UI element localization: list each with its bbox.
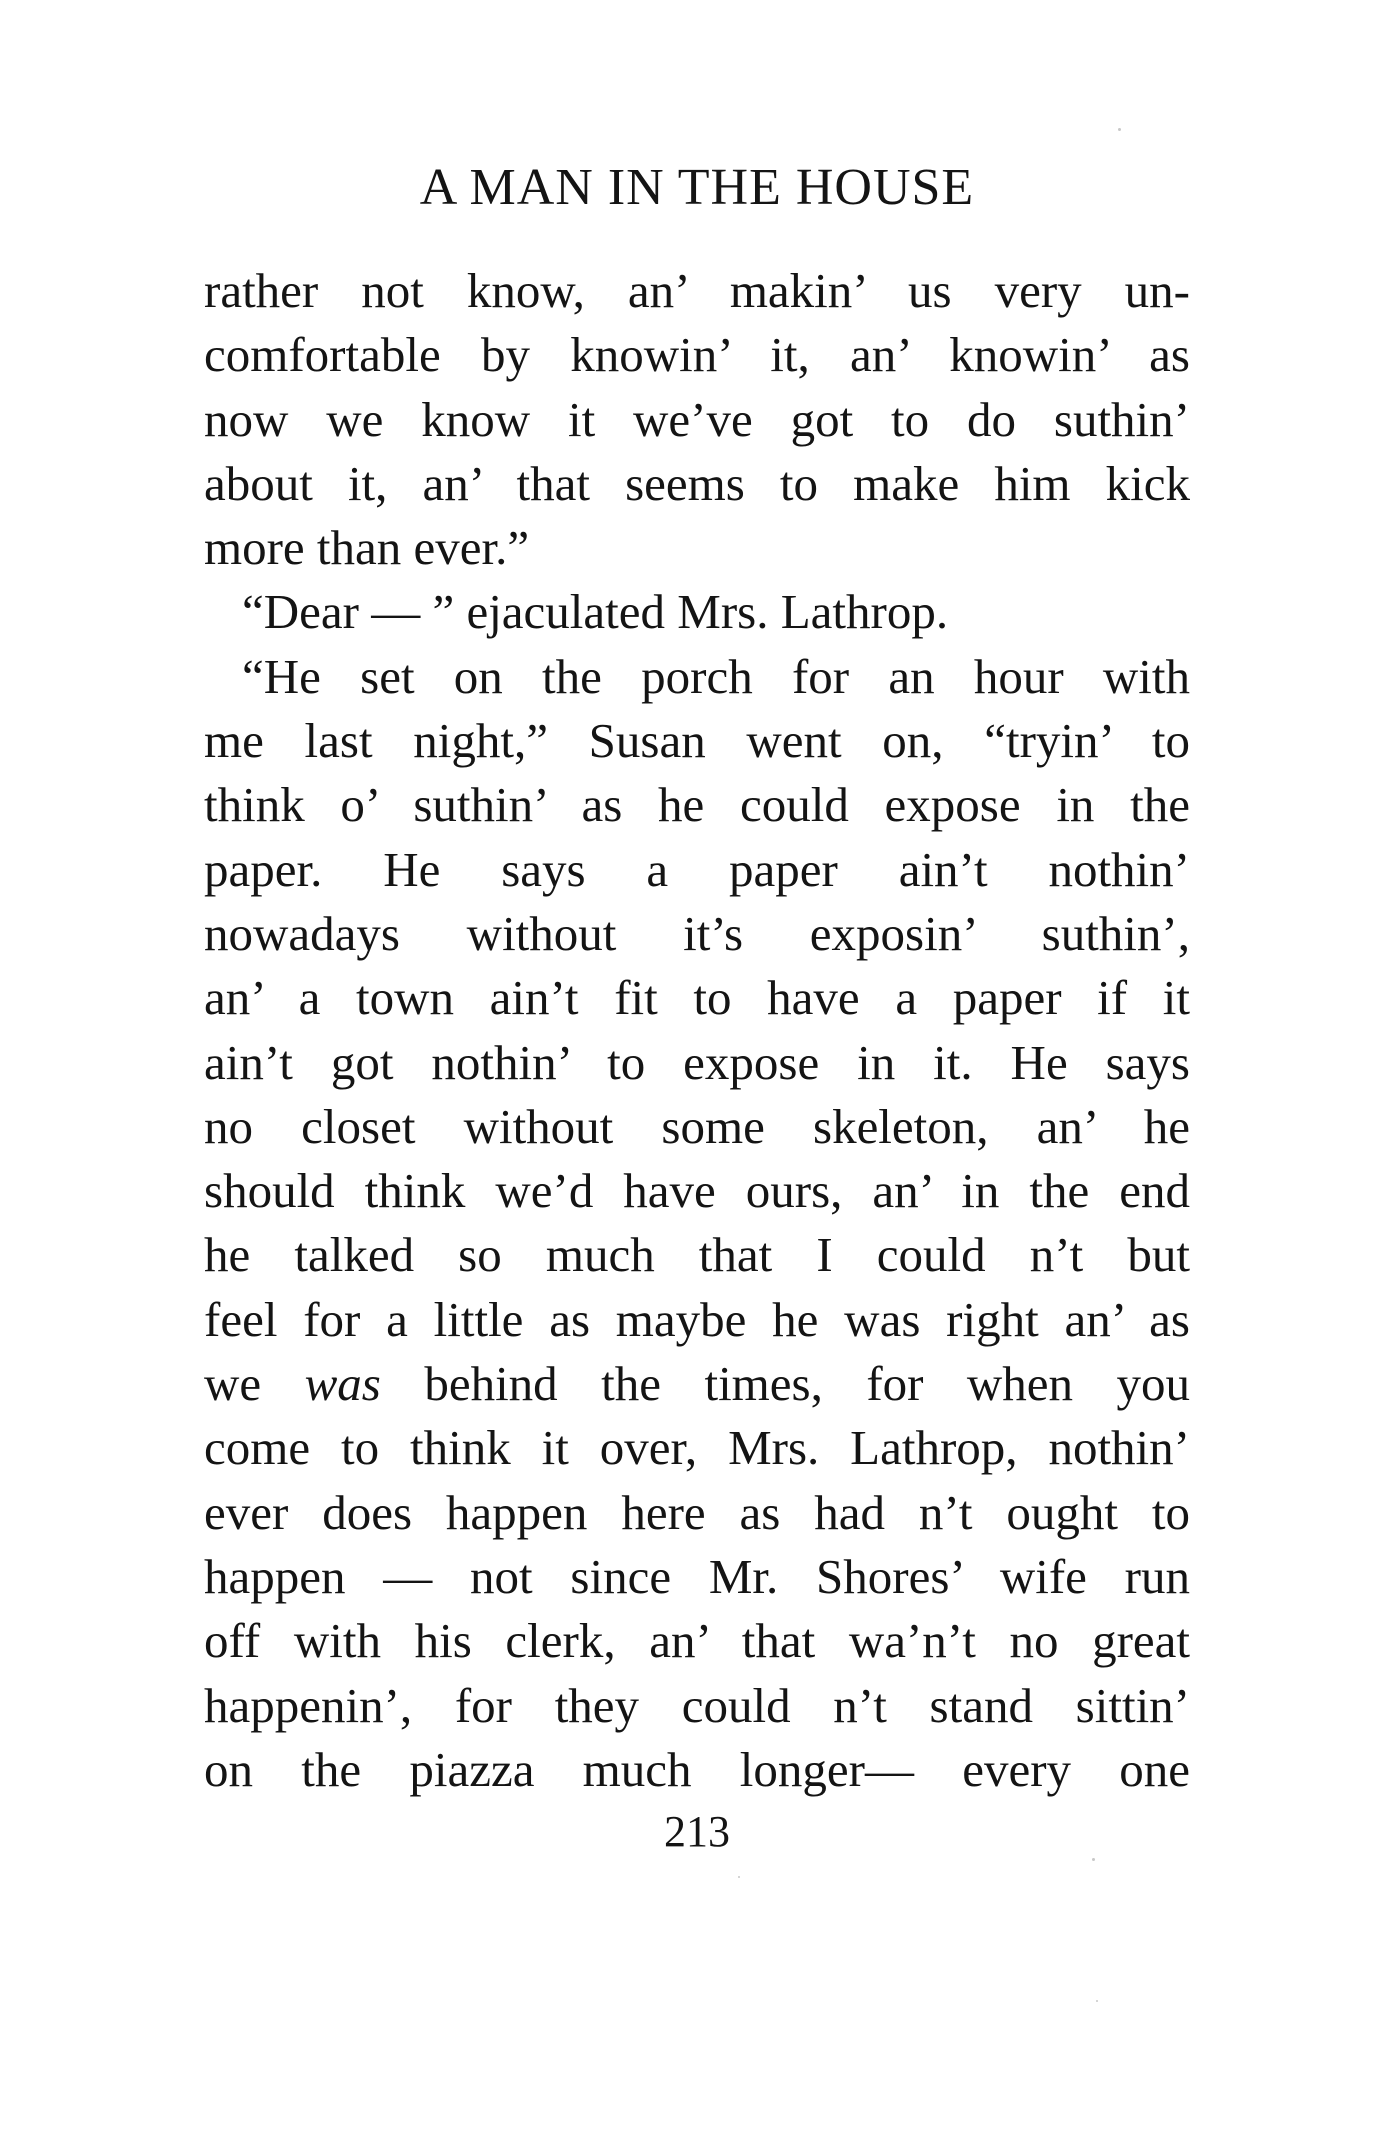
text-line: ever does happen here as had n’t ought to	[204, 1484, 1190, 1540]
paper-speck	[1096, 2000, 1098, 2002]
text-line: should think we’d have ours, an’ in the end	[204, 1163, 1190, 1219]
text-line: we was behind the times, for when you	[204, 1356, 1190, 1412]
page-number: 213	[664, 1807, 730, 1856]
text-line: happenin’, for they could n’t stand sittin’	[204, 1677, 1190, 1733]
text-line: on the piazza much longer— every one	[204, 1741, 1190, 1797]
text-line: “Dear — ” ejaculated Mrs. Lathrop.	[242, 584, 949, 640]
paper-speck	[1092, 1858, 1095, 1861]
text-line: rather not know, an’ makin’ us very un-	[204, 263, 1190, 318]
paper-speck	[738, 1876, 740, 1878]
running-head: A MAN IN THE HOUSE	[419, 159, 975, 216]
text-line: nowadays without it’s exposin’ suthin’,	[204, 905, 1190, 961]
text-line: an’ a town ain’t fit to have a paper if it	[204, 970, 1190, 1026]
text-line: “He set on the porch for an hour with	[242, 648, 1190, 704]
text-line: paper. He says a paper ain’t nothin’	[204, 841, 1190, 897]
text-line: feel for a little as maybe he was right an’ as	[204, 1291, 1190, 1347]
text-line: about it, an’ that seems to make him kick	[204, 455, 1190, 511]
text-line: no closet without some skeleton, an’ he	[204, 1098, 1190, 1154]
text-line: now we know it we’ve got to do suthin’	[204, 391, 1190, 447]
text-line: comfortable by knowin’ it, an’ knowin’ as	[204, 327, 1190, 383]
paper-speck	[1118, 128, 1121, 131]
text-line: think o’ suthin’ as he could expose in the	[204, 777, 1190, 833]
text-line: me last night,” Susan went on, “tryin’ to	[204, 713, 1190, 769]
body-text	[204, 259, 1190, 1802]
text-line: off with his clerk, an’ that wa’n’t no great	[204, 1613, 1190, 1669]
text-line: come to think it over, Mrs. Lathrop, nothin’	[204, 1420, 1190, 1476]
text-line: happen — not since Mr. Shores’ wife run	[204, 1548, 1190, 1604]
text-line: ain’t got nothin’ to expose in it. He says	[204, 1034, 1190, 1090]
text-line: more than ever.”	[204, 520, 530, 576]
text-line: he talked so much that I could n’t but	[204, 1227, 1190, 1283]
